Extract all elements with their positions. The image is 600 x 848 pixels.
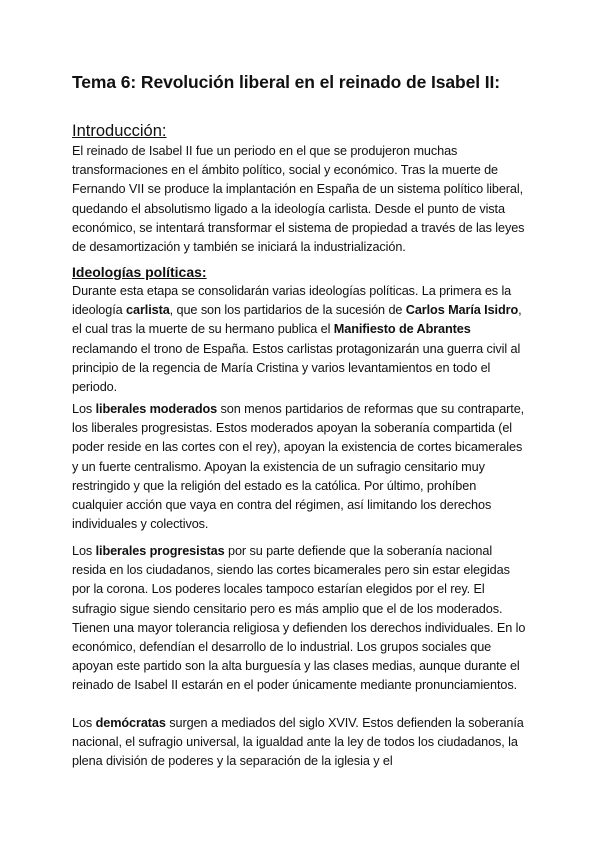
text-run: por su parte defiende que la soberanía nacional resida en los ciudadanos, siendo las cortes bicamerales pero sin estar elegidas por la corona. Los poderes locales tampoco estarían elegidos por el rey. El sufragio sigue siendo censitario pero es más amplio que el de los moderados. Tienen una mayor tolerancia religiosa y defienden los derechos individuales. En lo económico, defendían el desarrollo de lo industrial. Los grupos sociales que apoyan este partido son la alta burguesía y las clases medias, aunque durante el reinado de Isabel II estarán en el poder únicamente mediante pronunciamientos. bbox=[72, 544, 526, 693]
progresistas-paragraph bbox=[72, 542, 528, 696]
intro-heading: Introducción: bbox=[72, 122, 167, 140]
carlistas-paragraph bbox=[72, 282, 528, 397]
bold-term-manifiesto-de-abrantes: Manifiesto de Abrantes bbox=[333, 322, 471, 337]
moderados-paragraph bbox=[72, 400, 528, 534]
bold-term-liberales-progresistas: liberales progresistas bbox=[95, 544, 225, 558]
text-run: reclamando el trono de España. Estos carlistas protagonizarán una guerra civil al principio de la regencia de María Cristina y varios levantamientos en todo el periodo. bbox=[72, 341, 521, 395]
text-run: , el cual tras la muerte de su hermano publica el bbox=[72, 303, 522, 337]
text-run: , que son los partidarios de la sucesión de bbox=[169, 303, 406, 318]
progresistas-block bbox=[72, 542, 528, 696]
text-run: Los bbox=[72, 402, 96, 416]
bold-term-democratas: demócratas bbox=[95, 716, 166, 730]
intro-section bbox=[72, 120, 528, 257]
text-run: surgen a mediados del siglo XVIV. Estos defienden la soberanía nacional, el sufragio universal, la igualdad ante la ley de todos los ciudadanos, la plena división de poderes y la separación de la iglesia y el bbox=[72, 716, 524, 769]
text-run: son menos partidarios de reformas que su contraparte, los liberales progresistas. Estos moderados apoyan la soberanía compartida (el poder reside en las cortes con el rey), apoyan la existencia de cortes bicamerales y un fuerte centralismo. Apoyan la existencia de un sufragio censitario muy restringido y que la religión del estado es la católica. Por último, prohíben cualquier acción que vaya en contra del régimen, así limitando los derechos individuales y colectivos. bbox=[72, 402, 525, 532]
democratas-paragraph bbox=[72, 714, 528, 772]
text-run: Durante esta etapa se consolidarán varias ideologías políticas. La primera es la ideología bbox=[72, 284, 512, 318]
bold-term-carlos-maria-isidro: Carlos María Isidro bbox=[405, 303, 519, 318]
ideologias-section bbox=[72, 262, 528, 397]
document-title: Tema 6: Revolución liberal en el reinado de Isabel II: bbox=[72, 72, 501, 92]
text-run: Los bbox=[72, 544, 96, 558]
bold-term-liberales-moderados: liberales moderados bbox=[95, 402, 218, 416]
moderados-block bbox=[72, 400, 528, 534]
intro-paragraph: El reinado de Isabel II fue un periodo en el que se produjeron muchas transformaciones en el ámbito político, social y económico. Tras la muerte de Fernando VII se produce la implantación en España de un sistema político liberal, quedando el absolutismo ligado a la ideología carlista. Desde el punto de vista económico, se intentará transformar el sistema de propiedad a través de las leyes de desamortización y también se iniciará la industrialización. bbox=[72, 144, 525, 255]
ideologias-heading: Ideologías políticas: bbox=[72, 264, 207, 280]
bold-term-carlista: carlista bbox=[126, 303, 170, 318]
text-run: Los bbox=[72, 716, 96, 730]
democratas-block bbox=[72, 714, 528, 772]
